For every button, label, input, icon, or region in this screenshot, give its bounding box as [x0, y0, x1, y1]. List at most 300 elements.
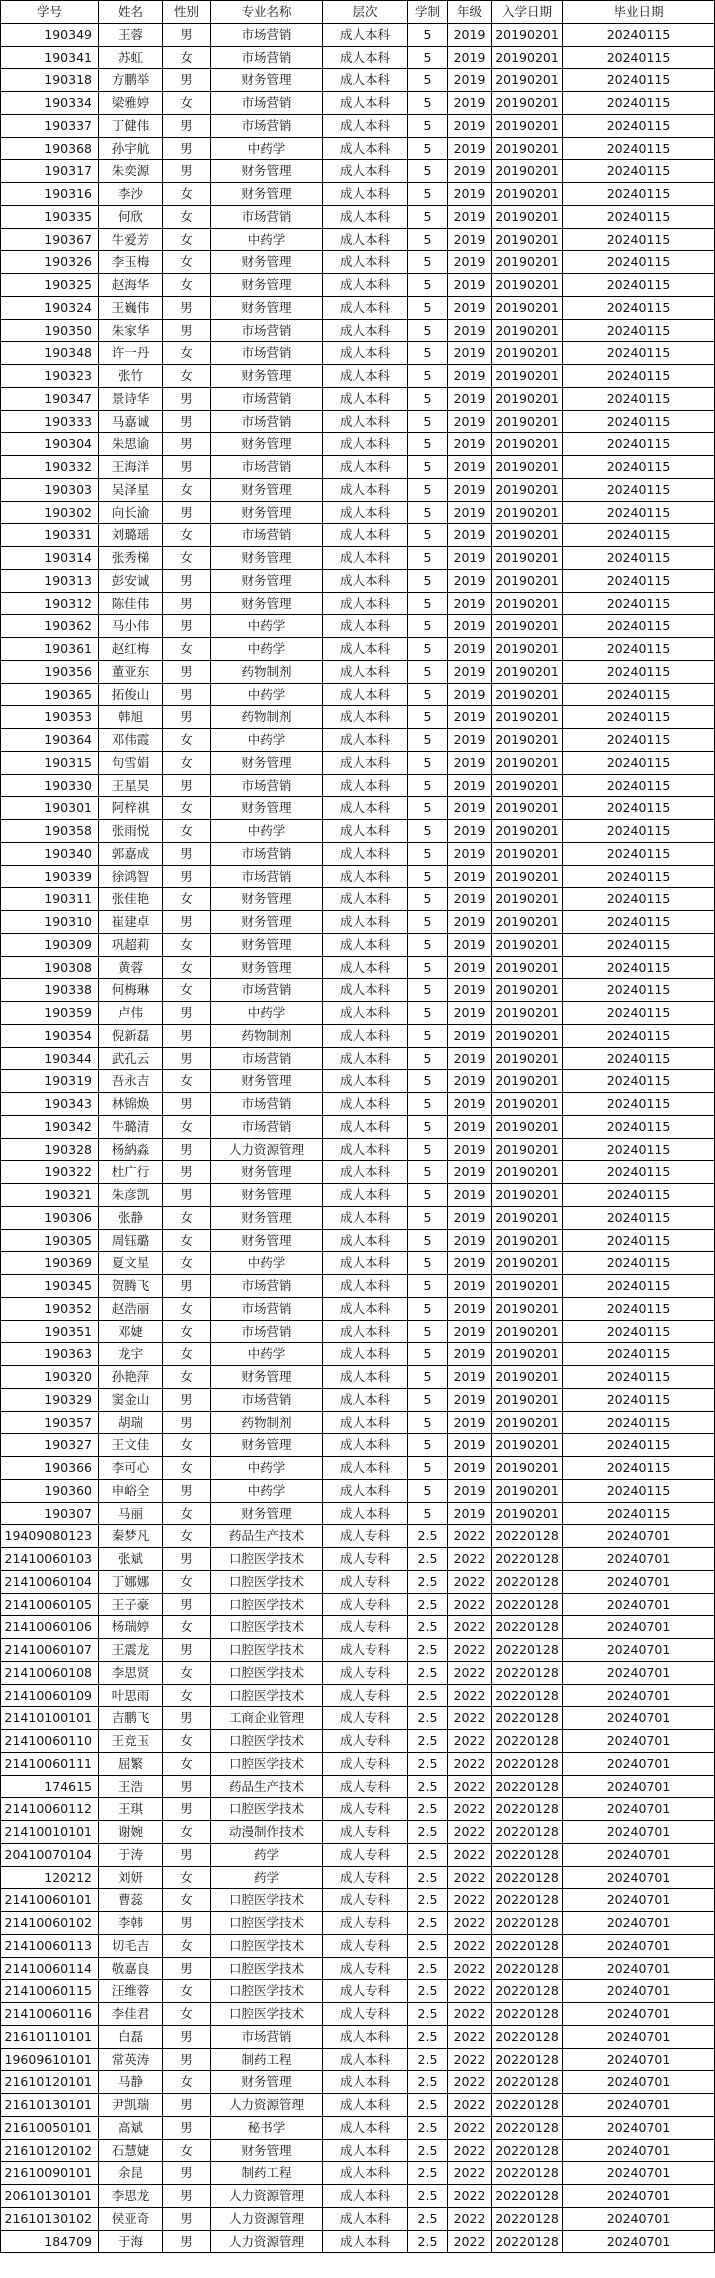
student-id-cell: 190343: [1, 1093, 99, 1116]
name-cell: 叶思雨: [99, 1684, 163, 1707]
student-id-cell: 190352: [1, 1297, 99, 1320]
enrollment-date-cell: 20220128: [492, 2139, 563, 2162]
name-cell: 景诗华: [99, 387, 163, 410]
header-level: 层次: [323, 1, 408, 24]
graduation-date-cell: 20240115: [563, 387, 715, 410]
major-cell: 市场营销: [211, 92, 323, 115]
name-cell: 卢伟: [99, 1002, 163, 1025]
enrollment-date-cell: 20190201: [492, 205, 563, 228]
major-cell: 药物制剂: [211, 1024, 323, 1047]
level-cell: 成人本科: [323, 1275, 408, 1298]
graduation-date-cell: 20240701: [563, 1616, 715, 1639]
major-cell: 中药学: [211, 1002, 323, 1025]
enrollment-date-cell: 20190201: [492, 410, 563, 433]
student-id-cell: 21410060106: [1, 1616, 99, 1639]
enrollment-date-cell: 20190201: [492, 1229, 563, 1252]
student-id-cell: 21410060104: [1, 1570, 99, 1593]
gender-cell: 女: [163, 2139, 211, 2162]
table-row: [1, 1821, 715, 1844]
level-cell: 成人本科: [323, 1388, 408, 1411]
enrollment-date-cell: 20190201: [492, 911, 563, 934]
student-id-cell: 190323: [1, 365, 99, 388]
name-cell: 丁娜娜: [99, 1570, 163, 1593]
enrollment-date-cell: 20190201: [492, 251, 563, 274]
duration-cell: 5: [408, 160, 448, 183]
enrollment-date-cell: 20190201: [492, 774, 563, 797]
gender-cell: 男: [163, 865, 211, 888]
graduation-date-cell: 20240115: [563, 1024, 715, 1047]
duration-cell: 5: [408, 820, 448, 843]
grade-cell: 2019: [448, 1457, 492, 1480]
gender-cell: 女: [163, 46, 211, 69]
graduation-date-cell: 20240115: [563, 1093, 715, 1116]
name-cell: 巩超莉: [99, 933, 163, 956]
graduation-date-cell: 20240701: [563, 2207, 715, 2230]
gender-cell: 女: [163, 638, 211, 661]
major-cell: 市场营销: [211, 410, 323, 433]
grade-cell: 2019: [448, 92, 492, 115]
enrollment-date-cell: 20190201: [492, 387, 563, 410]
gender-cell: 女: [163, 365, 211, 388]
student-id-cell: 190368: [1, 137, 99, 160]
grade-cell: 2022: [448, 1775, 492, 1798]
graduation-date-cell: 20240701: [563, 1570, 715, 1593]
name-cell: 向长渝: [99, 501, 163, 524]
graduation-date-cell: 20240115: [563, 433, 715, 456]
grade-cell: 2019: [448, 956, 492, 979]
level-cell: 成人专科: [323, 1798, 408, 1821]
level-cell: 成人专科: [323, 1661, 408, 1684]
table-row: [1, 319, 715, 342]
table-row: [1, 1912, 715, 1935]
grade-cell: 2019: [448, 160, 492, 183]
grade-cell: 2019: [448, 774, 492, 797]
graduation-date-cell: 20240115: [563, 114, 715, 137]
grade-cell: 2019: [448, 615, 492, 638]
enrollment-date-cell: 20190201: [492, 842, 563, 865]
level-cell: 成人本科: [323, 842, 408, 865]
graduation-date-cell: 20240115: [563, 1388, 715, 1411]
grade-cell: 2022: [448, 2071, 492, 2094]
enrollment-date-cell: 20190201: [492, 1161, 563, 1184]
major-cell: 人力资源管理: [211, 1138, 323, 1161]
graduation-date-cell: 20240115: [563, 1343, 715, 1366]
name-cell: 王海洋: [99, 456, 163, 479]
student-id-cell: 19609610101: [1, 2048, 99, 2071]
duration-cell: 2.5: [408, 1980, 448, 2003]
table-row: [1, 660, 715, 683]
name-cell: 余昆: [99, 2162, 163, 2185]
major-cell: 财务管理: [211, 547, 323, 570]
table-row: [1, 2116, 715, 2139]
gender-cell: 男: [163, 1275, 211, 1298]
gender-cell: 男: [163, 2207, 211, 2230]
grade-cell: 2022: [448, 1639, 492, 1662]
table-row: [1, 1525, 715, 1548]
grade-cell: 2019: [448, 933, 492, 956]
gender-cell: 男: [163, 1479, 211, 1502]
table-row: [1, 1411, 715, 1434]
major-cell: 市场营销: [211, 1320, 323, 1343]
enrollment-date-cell: 20220128: [492, 2048, 563, 2071]
header-row: [1, 1, 715, 24]
enrollment-date-cell: 20220128: [492, 2230, 563, 2253]
enrollment-date-cell: 20190201: [492, 1047, 563, 1070]
graduation-date-cell: 20240115: [563, 842, 715, 865]
major-cell: 市场营销: [211, 1297, 323, 1320]
enrollment-date-cell: 20190201: [492, 888, 563, 911]
student-id-cell: 190310: [1, 911, 99, 934]
level-cell: 成人专科: [323, 2003, 408, 2026]
enrollment-date-cell: 20190201: [492, 660, 563, 683]
level-cell: 成人本科: [323, 1479, 408, 1502]
grade-cell: 2022: [448, 1934, 492, 1957]
table-row: [1, 456, 715, 479]
student-id-cell: 190359: [1, 1002, 99, 1025]
enrollment-date-cell: 20220128: [492, 2207, 563, 2230]
gender-cell: 女: [163, 478, 211, 501]
graduation-date-cell: 20240115: [563, 774, 715, 797]
duration-cell: 5: [408, 1297, 448, 1320]
major-cell: 财务管理: [211, 274, 323, 297]
major-cell: 中药学: [211, 683, 323, 706]
grade-cell: 2019: [448, 911, 492, 934]
duration-cell: 5: [408, 751, 448, 774]
name-cell: 赵红梅: [99, 638, 163, 661]
gender-cell: 男: [163, 1798, 211, 1821]
duration-cell: 2.5: [408, 1684, 448, 1707]
enrollment-date-cell: 20190201: [492, 1411, 563, 1434]
duration-cell: 5: [408, 547, 448, 570]
gender-cell: 男: [163, 23, 211, 46]
major-cell: 市场营销: [211, 1047, 323, 1070]
table-row: [1, 888, 715, 911]
graduation-date-cell: 20240115: [563, 1502, 715, 1525]
duration-cell: 5: [408, 638, 448, 661]
enrollment-date-cell: 20190201: [492, 683, 563, 706]
duration-cell: 5: [408, 228, 448, 251]
duration-cell: 5: [408, 1434, 448, 1457]
gender-cell: 女: [163, 1320, 211, 1343]
table-row: [1, 1252, 715, 1275]
graduation-date-cell: 20240115: [563, 569, 715, 592]
name-cell: 何梅琳: [99, 979, 163, 1002]
student-id-cell: 190328: [1, 1138, 99, 1161]
name-cell: 李思贤: [99, 1661, 163, 1684]
student-id-cell: 21610050101: [1, 2116, 99, 2139]
duration-cell: 5: [408, 1275, 448, 1298]
gender-cell: 女: [163, 1206, 211, 1229]
student-id-cell: 20610130101: [1, 2185, 99, 2208]
level-cell: 成人本科: [323, 501, 408, 524]
gender-cell: 男: [163, 410, 211, 433]
enrollment-date-cell: 20190201: [492, 1138, 563, 1161]
grade-cell: 2019: [448, 251, 492, 274]
name-cell: 王震龙: [99, 1639, 163, 1662]
name-cell: 李玉梅: [99, 251, 163, 274]
table-row: [1, 228, 715, 251]
duration-cell: 5: [408, 478, 448, 501]
grade-cell: 2022: [448, 1957, 492, 1980]
name-cell: 林锦焕: [99, 1093, 163, 1116]
table-row: [1, 205, 715, 228]
enrollment-date-cell: 20190201: [492, 706, 563, 729]
table-row: [1, 2003, 715, 2026]
graduation-date-cell: 20240701: [563, 2116, 715, 2139]
graduation-date-cell: 20240115: [563, 46, 715, 69]
duration-cell: 5: [408, 501, 448, 524]
table-row: [1, 2139, 715, 2162]
major-cell: 中药学: [211, 729, 323, 752]
enrollment-date-cell: 20190201: [492, 456, 563, 479]
gender-cell: 男: [163, 1639, 211, 1662]
student-id-cell: 21410060112: [1, 1798, 99, 1821]
name-cell: 马嘉诚: [99, 410, 163, 433]
level-cell: 成人本科: [323, 1320, 408, 1343]
student-id-cell: 190312: [1, 592, 99, 615]
enrollment-date-cell: 20190201: [492, 1320, 563, 1343]
major-cell: 中药学: [211, 615, 323, 638]
duration-cell: 2.5: [408, 1639, 448, 1662]
student-id-cell: 190360: [1, 1479, 99, 1502]
level-cell: 成人本科: [323, 1070, 408, 1093]
level-cell: 成人本科: [323, 92, 408, 115]
name-cell: 于海: [99, 2230, 163, 2253]
name-cell: 马小伟: [99, 615, 163, 638]
grade-cell: 2019: [448, 547, 492, 570]
major-cell: 药学: [211, 1843, 323, 1866]
table-row: [1, 2185, 715, 2208]
table-row: [1, 638, 715, 661]
level-cell: 成人本科: [323, 274, 408, 297]
duration-cell: 5: [408, 1115, 448, 1138]
duration-cell: 5: [408, 1320, 448, 1343]
table-row: [1, 1275, 715, 1298]
student-id-cell: 190349: [1, 23, 99, 46]
gender-cell: 男: [163, 433, 211, 456]
graduation-date-cell: 20240115: [563, 92, 715, 115]
grade-cell: 2019: [448, 1115, 492, 1138]
level-cell: 成人本科: [323, 228, 408, 251]
name-cell: 徐鸿智: [99, 865, 163, 888]
gender-cell: 女: [163, 1730, 211, 1753]
major-cell: 市场营销: [211, 842, 323, 865]
gender-cell: 男: [163, 1024, 211, 1047]
graduation-date-cell: 20240701: [563, 1843, 715, 1866]
gender-cell: 男: [163, 1388, 211, 1411]
duration-cell: 5: [408, 433, 448, 456]
table-row: [1, 524, 715, 547]
grade-cell: 2022: [448, 1548, 492, 1571]
graduation-date-cell: 20240701: [563, 1957, 715, 1980]
grade-cell: 2019: [448, 1070, 492, 1093]
student-id-cell: 190330: [1, 774, 99, 797]
enrollment-date-cell: 20190201: [492, 1457, 563, 1480]
table-row: [1, 1616, 715, 1639]
graduation-date-cell: 20240701: [563, 1980, 715, 2003]
table-row: [1, 820, 715, 843]
major-cell: 中药学: [211, 1479, 323, 1502]
gender-cell: 女: [163, 1525, 211, 1548]
duration-cell: 5: [408, 865, 448, 888]
major-cell: 口腔医学技术: [211, 2003, 323, 2026]
enrollment-date-cell: 20190201: [492, 342, 563, 365]
header-major: 专业名称: [211, 1, 323, 24]
student-id-cell: 190367: [1, 228, 99, 251]
duration-cell: 2.5: [408, 1661, 448, 1684]
student-id-cell: 21410100101: [1, 1707, 99, 1730]
gender-cell: 女: [163, 183, 211, 206]
student-id-cell: 20410070104: [1, 1843, 99, 1866]
name-cell: 杨瑞婷: [99, 1616, 163, 1639]
student-id-cell: 21410060103: [1, 1548, 99, 1571]
level-cell: 成人本科: [323, 911, 408, 934]
enrollment-date-cell: 20190201: [492, 615, 563, 638]
name-cell: 李佳君: [99, 2003, 163, 2026]
student-id-cell: 21610090101: [1, 2162, 99, 2185]
major-cell: 财务管理: [211, 183, 323, 206]
major-cell: 财务管理: [211, 1161, 323, 1184]
enrollment-date-cell: 20220128: [492, 2025, 563, 2048]
duration-cell: 5: [408, 1024, 448, 1047]
table-row: [1, 774, 715, 797]
student-id-cell: 190301: [1, 797, 99, 820]
duration-cell: 5: [408, 979, 448, 1002]
graduation-date-cell: 20240115: [563, 1320, 715, 1343]
table-row: [1, 2071, 715, 2094]
level-cell: 成人本科: [323, 2185, 408, 2208]
graduation-date-cell: 20240115: [563, 1411, 715, 1434]
level-cell: 成人本科: [323, 729, 408, 752]
level-cell: 成人本科: [323, 2116, 408, 2139]
graduation-date-cell: 20240115: [563, 979, 715, 1002]
grade-cell: 2022: [448, 1821, 492, 1844]
major-cell: 财务管理: [211, 365, 323, 388]
name-cell: 彭安诚: [99, 569, 163, 592]
graduation-date-cell: 20240115: [563, 228, 715, 251]
student-id-cell: 21410060102: [1, 1912, 99, 1935]
gender-cell: 男: [163, 1184, 211, 1207]
graduation-date-cell: 20240115: [563, 956, 715, 979]
student-id-cell: 190353: [1, 706, 99, 729]
student-id-cell: 190354: [1, 1024, 99, 1047]
duration-cell: 5: [408, 23, 448, 46]
major-cell: 制药工程: [211, 2048, 323, 2071]
duration-cell: 5: [408, 1411, 448, 1434]
table-row: [1, 2207, 715, 2230]
name-cell: 马静: [99, 2071, 163, 2094]
duration-cell: 5: [408, 342, 448, 365]
major-cell: 市场营销: [211, 865, 323, 888]
table-row: [1, 251, 715, 274]
major-cell: 财务管理: [211, 251, 323, 274]
gender-cell: 女: [163, 342, 211, 365]
student-id-cell: 190327: [1, 1434, 99, 1457]
gender-cell: 男: [163, 2048, 211, 2071]
name-cell: 白磊: [99, 2025, 163, 2048]
gender-cell: 男: [163, 2185, 211, 2208]
level-cell: 成人本科: [323, 251, 408, 274]
duration-cell: 5: [408, 774, 448, 797]
enrollment-date-cell: 20190201: [492, 820, 563, 843]
major-cell: 人力资源管理: [211, 2185, 323, 2208]
gender-cell: 男: [163, 1047, 211, 1070]
gender-cell: 男: [163, 2162, 211, 2185]
level-cell: 成人本科: [323, 2071, 408, 2094]
grade-cell: 2022: [448, 1912, 492, 1935]
major-cell: 市场营销: [211, 114, 323, 137]
level-cell: 成人本科: [323, 342, 408, 365]
grade-cell: 2019: [448, 638, 492, 661]
enrollment-date-cell: 20220128: [492, 1593, 563, 1616]
student-id-cell: 190308: [1, 956, 99, 979]
level-cell: 成人专科: [323, 1912, 408, 1935]
major-cell: 市场营销: [211, 319, 323, 342]
graduation-date-cell: 20240701: [563, 1730, 715, 1753]
student-id-cell: 21410060101: [1, 1889, 99, 1912]
gender-cell: 女: [163, 1980, 211, 2003]
grade-cell: 2022: [448, 1866, 492, 1889]
gender-cell: 男: [163, 1548, 211, 1571]
student-id-cell: 190357: [1, 1411, 99, 1434]
grade-cell: 2019: [448, 205, 492, 228]
major-cell: 中药学: [211, 1457, 323, 1480]
name-cell: 常英涛: [99, 2048, 163, 2071]
table-row: [1, 1775, 715, 1798]
grade-cell: 2019: [448, 1366, 492, 1389]
graduation-date-cell: 20240701: [563, 1593, 715, 1616]
major-cell: 市场营销: [211, 456, 323, 479]
gender-cell: 男: [163, 1093, 211, 1116]
graduation-date-cell: 20240701: [563, 2185, 715, 2208]
level-cell: 成人专科: [323, 1889, 408, 1912]
grade-cell: 2022: [448, 1593, 492, 1616]
name-cell: 王星昊: [99, 774, 163, 797]
level-cell: 成人本科: [323, 2162, 408, 2185]
duration-cell: 2.5: [408, 1730, 448, 1753]
graduation-date-cell: 20240701: [563, 1798, 715, 1821]
level-cell: 成人本科: [323, 1411, 408, 1434]
level-cell: 成人专科: [323, 1593, 408, 1616]
major-cell: 市场营销: [211, 205, 323, 228]
table-row: [1, 1730, 715, 1753]
graduation-date-cell: 20240115: [563, 1457, 715, 1480]
grade-cell: 2019: [448, 1434, 492, 1457]
name-cell: 董亚东: [99, 660, 163, 683]
grade-cell: 2019: [448, 1297, 492, 1320]
gender-cell: 男: [163, 911, 211, 934]
student-id-cell: 190304: [1, 433, 99, 456]
grade-cell: 2019: [448, 365, 492, 388]
duration-cell: 5: [408, 1002, 448, 1025]
grade-cell: 2019: [448, 1252, 492, 1275]
level-cell: 成人本科: [323, 1252, 408, 1275]
student-id-cell: 21410060116: [1, 2003, 99, 2026]
level-cell: 成人本科: [323, 524, 408, 547]
level-cell: 成人专科: [323, 1775, 408, 1798]
table-row: [1, 501, 715, 524]
duration-cell: 5: [408, 137, 448, 160]
duration-cell: 5: [408, 1184, 448, 1207]
duration-cell: 2.5: [408, 1821, 448, 1844]
graduation-date-cell: 20240115: [563, 183, 715, 206]
duration-cell: 5: [408, 296, 448, 319]
level-cell: 成人本科: [323, 1161, 408, 1184]
table-row: [1, 979, 715, 1002]
name-cell: 李可心: [99, 1457, 163, 1480]
enrollment-date-cell: 20190201: [492, 1252, 563, 1275]
enrollment-date-cell: 20190201: [492, 274, 563, 297]
